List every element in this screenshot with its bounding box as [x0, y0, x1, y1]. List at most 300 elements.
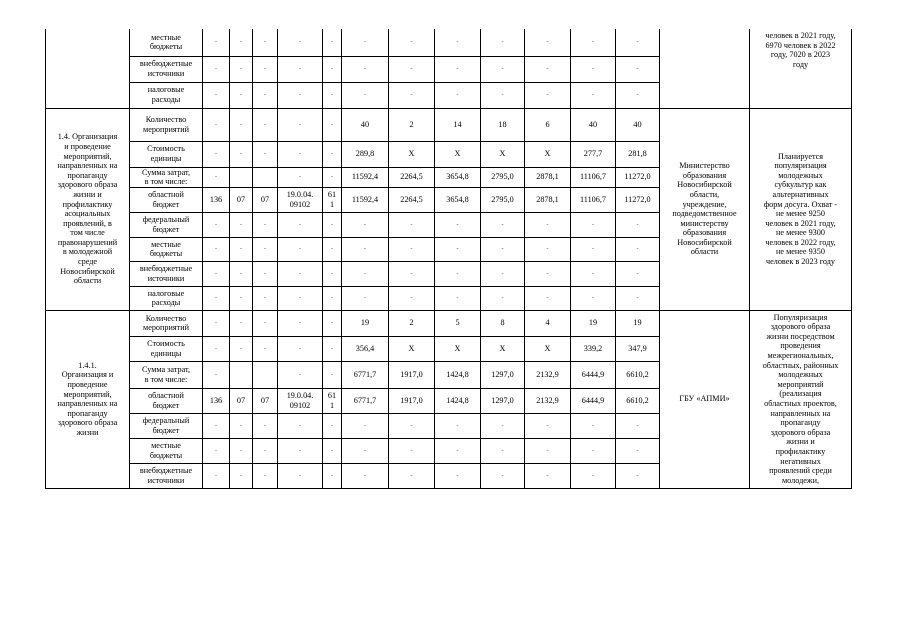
value-cell-y2019-text: -: [410, 66, 413, 73]
value-cell-rz: [253, 29, 278, 56]
value-cell-rz: [253, 310, 278, 336]
value-cell-y2023-text: 339,2: [583, 343, 603, 353]
value-cell-csr-text: -: [299, 270, 301, 277]
value-cell-pr: [230, 82, 253, 108]
value-cell-y2020: [435, 286, 481, 310]
value-cell-y2024: [616, 310, 660, 336]
value-cell-total: [342, 286, 389, 310]
value-cell-rz: [253, 261, 278, 286]
value-cell-y2020-text: -: [456, 270, 459, 277]
value-cell-rz-text: 07: [260, 395, 270, 405]
value-cell-total: [342, 56, 389, 82]
indicator-label-text: внебюджетные источники: [139, 59, 193, 78]
value-cell-y2021-text: -: [501, 422, 504, 429]
value-cell-y2024-text: 6610,2: [626, 369, 649, 379]
value-cell-total-text: 11592,4: [351, 172, 379, 182]
value-cell-y2023-text: -: [592, 39, 594, 46]
value-cell-pr: [230, 336, 253, 361]
value-cell-gz-text: -: [215, 472, 217, 479]
indicator-label-text: местные бюджеты: [149, 32, 183, 52]
value-cell-y2019: [389, 413, 435, 438]
value-cell-gz-text: -: [215, 371, 217, 378]
value-cell-y2023-text: 11106,7: [579, 172, 606, 182]
indicator-label-text: федеральный бюджет: [142, 416, 190, 435]
value-cell-rz-text: -: [264, 447, 266, 454]
value-cell-y2021-text: 8: [500, 318, 505, 328]
value-cell-y2023: [571, 56, 616, 82]
value-cell-gz: [203, 261, 230, 286]
value-cell-y2021-text: Х: [499, 343, 506, 353]
value-cell-rz: [253, 141, 278, 167]
value-cell-gz-text: -: [215, 320, 217, 327]
value-cell-vr: [323, 361, 342, 388]
value-cell-csr-text: -: [299, 422, 301, 429]
value-cell-total: [342, 82, 389, 108]
value-cell-y2023-text: -: [592, 221, 594, 228]
value-cell-total: [342, 310, 389, 336]
value-cell-y2023-text: -: [592, 447, 594, 454]
value-cell-csr: [278, 167, 323, 187]
value-cell-pr-text: -: [240, 151, 242, 158]
value-cell-y2023-text: -: [592, 66, 594, 73]
value-cell-y2020: [435, 187, 481, 212]
value-cell-pr: [230, 108, 253, 141]
value-cell-y2022-text: -: [546, 472, 549, 479]
indicator-label: [130, 141, 203, 167]
value-cell-y2022: [525, 237, 571, 261]
value-cell-y2024-text: -: [636, 39, 639, 46]
value-cell-y2020-text: -: [456, 92, 459, 99]
value-cell-y2021-text: -: [501, 39, 504, 46]
value-cell-y2020: [435, 388, 481, 413]
value-cell-y2021-text: -: [501, 92, 504, 99]
value-cell-pr: [230, 413, 253, 438]
indicator-label: [130, 187, 203, 212]
value-cell-y2024-text: -: [636, 221, 639, 228]
value-cell-pr-text: -: [240, 270, 242, 277]
value-cell-y2023-text: 277,7: [583, 149, 603, 159]
value-cell-y2021: [481, 141, 525, 167]
value-cell-pr-text: 07: [236, 395, 246, 405]
value-cell-y2019-text: 2264,5: [400, 194, 423, 204]
value-cell-vr: [323, 388, 342, 413]
value-cell-csr: [278, 237, 323, 261]
value-cell-y2021-text: 2795,0: [491, 172, 514, 182]
value-cell-pr: [230, 237, 253, 261]
value-cell-total-text: 40: [360, 119, 370, 129]
value-cell-y2023-text: -: [592, 472, 594, 479]
value-cell-y2023-text: 19: [588, 318, 598, 328]
value-cell-y2021-text: -: [501, 472, 504, 479]
value-cell-y2024-text: 11272,0: [624, 172, 651, 182]
value-cell-rz-text: -: [264, 345, 266, 352]
value-cell-y2020: [435, 310, 481, 336]
value-cell-y2020: [435, 56, 481, 82]
value-cell-total: [342, 336, 389, 361]
value-cell-y2023: [571, 261, 616, 286]
value-cell-y2024: [616, 82, 660, 108]
value-cell-y2019-text: -: [410, 472, 413, 479]
value-cell-y2022: [525, 108, 571, 141]
value-cell-y2020-text: -: [456, 422, 459, 429]
indicator-label-text: местные бюджеты: [149, 441, 183, 460]
value-cell-y2022-text: -: [546, 422, 549, 429]
expected-result-cell-text: человек в 2021 году, 6970 человек в 2022 году, 7020 в 2023 году: [765, 31, 836, 69]
value-cell-gz: [203, 388, 230, 413]
value-cell-y2022-text: 2878,1: [536, 194, 559, 204]
value-cell-rz-text: -: [264, 270, 266, 277]
value-cell-y2020-text: 5: [455, 318, 460, 328]
value-cell-y2024: [616, 56, 660, 82]
value-cell-y2021: [481, 187, 525, 212]
value-cell-csr-text: -: [299, 447, 301, 454]
value-cell-gz: [203, 286, 230, 310]
value-cell-total-text: -: [364, 270, 366, 277]
value-cell-vr: [323, 336, 342, 361]
value-cell-y2021: [481, 463, 525, 488]
value-cell-y2024: [616, 141, 660, 167]
value-cell-gz-text: 136: [209, 395, 223, 405]
value-cell-rz-text: -: [264, 121, 266, 128]
value-cell-vr-text: -: [331, 39, 333, 46]
value-cell-y2024: [616, 438, 660, 463]
value-cell-y2020-text: 1424,8: [446, 369, 469, 379]
value-cell-gz: [203, 29, 230, 56]
value-cell-y2020: [435, 108, 481, 141]
value-cell-y2022: [525, 187, 571, 212]
value-cell-total-text: 6771,7: [353, 395, 377, 405]
value-cell-y2019: [389, 167, 435, 187]
value-cell-rz: [253, 56, 278, 82]
value-cell-y2023: [571, 438, 616, 463]
value-cell-y2022-text: Х: [544, 343, 551, 353]
value-cell-y2022: [525, 413, 571, 438]
value-cell-rz: [253, 212, 278, 237]
value-cell-y2019-text: 1917,0: [400, 369, 423, 379]
indicator-label: [130, 388, 203, 413]
value-cell-y2020-text: -: [456, 472, 459, 479]
indicator-label: [130, 438, 203, 463]
value-cell-gz-text: -: [215, 66, 217, 73]
value-cell-gz-text: -: [215, 270, 217, 277]
value-cell-y2023: [571, 108, 616, 141]
indicator-label: [130, 108, 203, 141]
indicator-label: [130, 310, 203, 336]
value-cell-pr-text: -: [240, 345, 242, 352]
value-cell-gz: [203, 361, 230, 388]
value-cell-y2021: [481, 413, 525, 438]
indicator-label: [130, 82, 203, 108]
value-cell-vr: [323, 187, 342, 212]
value-cell-y2023: [571, 187, 616, 212]
value-cell-rz: [253, 187, 278, 212]
value-cell-y2022: [525, 361, 571, 388]
indicator-label: [130, 286, 203, 310]
value-cell-vr-text: 61 1: [327, 391, 337, 410]
value-cell-y2020: [435, 361, 481, 388]
value-cell-csr: [278, 29, 323, 56]
value-cell-csr: [278, 388, 323, 413]
value-cell-vr: [323, 167, 342, 187]
value-cell-csr: [278, 261, 323, 286]
value-cell-y2020: [435, 167, 481, 187]
value-cell-y2020-text: -: [456, 221, 459, 228]
value-cell-csr: [278, 286, 323, 310]
value-cell-y2019-text: 1917,0: [400, 395, 423, 405]
value-cell-total: [342, 212, 389, 237]
value-cell-y2022: [525, 388, 571, 413]
value-cell-csr-text: -: [299, 39, 301, 46]
value-cell-vr: [323, 56, 342, 82]
value-cell-y2019-text: Х: [408, 149, 415, 159]
value-cell-y2023-text: 6444,9: [581, 369, 605, 379]
value-cell-y2023: [571, 82, 616, 108]
value-cell-y2021: [481, 310, 525, 336]
value-cell-y2019-text: -: [410, 422, 413, 429]
value-cell-y2024-text: -: [636, 472, 639, 479]
indicator-label: [130, 212, 203, 237]
value-cell-y2022: [525, 261, 571, 286]
value-cell-y2019-text: -: [410, 221, 413, 228]
value-cell-y2022-text: 2132,9: [536, 369, 559, 379]
value-cell-gz: [203, 336, 230, 361]
value-cell-y2021-text: 1297,0: [491, 395, 514, 405]
value-cell-csr: [278, 141, 323, 167]
value-cell-total-text: -: [364, 66, 366, 73]
value-cell-y2021: [481, 108, 525, 141]
value-cell-y2024: [616, 29, 660, 56]
indicator-label-text: Количество мероприятий: [143, 313, 189, 333]
value-cell-y2021: [481, 336, 525, 361]
value-cell-y2023-text: 6444,9: [581, 395, 605, 405]
value-cell-y2019-text: -: [410, 270, 413, 277]
value-cell-y2022-text: -: [546, 447, 549, 454]
value-cell-total: [342, 237, 389, 261]
expected-result-cell: [750, 310, 852, 488]
value-cell-pr-text: -: [240, 66, 242, 73]
value-cell-gz-text: -: [215, 295, 217, 302]
value-cell-y2020: [435, 336, 481, 361]
value-cell-csr: [278, 463, 323, 488]
indicator-label-text: внебюджетные источники: [139, 264, 193, 283]
value-cell-y2019-text: 2264,5: [400, 172, 423, 182]
value-cell-y2022-text: 4: [545, 318, 550, 328]
activity-title-cell: [46, 29, 130, 108]
value-cell-y2022: [525, 212, 571, 237]
value-cell-y2019-text: -: [410, 246, 413, 253]
value-cell-y2021-text: 2795,0: [491, 194, 514, 204]
executor-cell: [660, 29, 750, 108]
value-cell-y2020: [435, 438, 481, 463]
value-cell-pr-text: -: [240, 221, 242, 228]
value-cell-gz-text: -: [215, 447, 217, 454]
indicator-label: [130, 261, 203, 286]
value-cell-csr: [278, 56, 323, 82]
value-cell-csr: [278, 413, 323, 438]
value-cell-rz-text: -: [264, 320, 266, 327]
value-cell-gz: [203, 212, 230, 237]
value-cell-y2020: [435, 212, 481, 237]
value-cell-y2020: [435, 29, 481, 56]
value-cell-y2022-text: Х: [544, 149, 551, 159]
value-cell-csr-text: -: [299, 371, 301, 378]
value-cell-y2021-text: Х: [499, 149, 506, 159]
value-cell-csr: [278, 108, 323, 141]
value-cell-gz-text: -: [215, 221, 217, 228]
value-cell-pr-text: -: [240, 472, 242, 479]
value-cell-y2023: [571, 361, 616, 388]
value-cell-pr-text: -: [240, 320, 242, 327]
value-cell-y2021: [481, 56, 525, 82]
indicator-label-text: налоговые расходы: [147, 85, 185, 104]
value-cell-pr: [230, 29, 253, 56]
value-cell-y2019: [389, 388, 435, 413]
executor-cell-text: Министерство образования Новосибирской области, учреждение, подведомственное министерству образования Новосибирской области: [672, 161, 737, 257]
value-cell-y2023-text: 40: [588, 119, 598, 129]
value-cell-y2022: [525, 82, 571, 108]
value-cell-csr-text: -: [299, 174, 301, 181]
value-cell-csr-text: 19.0.04. 09102: [286, 190, 314, 209]
value-cell-y2021-text: 18: [498, 119, 507, 129]
value-cell-vr: [323, 212, 342, 237]
value-cell-y2022: [525, 286, 571, 310]
value-cell-y2023: [571, 388, 616, 413]
value-cell-rz: [253, 361, 278, 388]
value-cell-vr-text: -: [331, 371, 333, 378]
value-cell-y2024: [616, 187, 660, 212]
value-cell-y2022-text: 6: [545, 119, 550, 129]
value-cell-total: [342, 108, 389, 141]
value-cell-y2024-text: 40: [633, 119, 642, 129]
value-cell-gz: [203, 310, 230, 336]
value-cell-y2024: [616, 286, 660, 310]
value-cell-y2020-text: 14: [453, 119, 462, 129]
value-cell-csr: [278, 361, 323, 388]
value-cell-y2024-text: 19: [633, 318, 642, 328]
value-cell-total-text: 11592,4: [351, 194, 379, 204]
value-cell-csr: [278, 212, 323, 237]
value-cell-y2024: [616, 361, 660, 388]
value-cell-rz-text: -: [264, 151, 266, 158]
value-cell-y2019-text: 2: [409, 119, 414, 129]
value-cell-y2019-text: Х: [408, 343, 415, 353]
value-cell-y2020: [435, 413, 481, 438]
value-cell-total-text: -: [364, 39, 366, 46]
value-cell-y2023: [571, 167, 616, 187]
indicator-label-text: областной бюджет: [148, 391, 184, 410]
value-cell-y2024-text: 11272,0: [624, 194, 651, 204]
activity-title-cell: [46, 310, 130, 488]
value-cell-y2023: [571, 463, 616, 488]
value-cell-vr: [323, 310, 342, 336]
value-cell-y2022-text: -: [546, 39, 549, 46]
value-cell-vr: [323, 108, 342, 141]
value-cell-y2019: [389, 237, 435, 261]
value-cell-y2019: [389, 310, 435, 336]
value-cell-rz-text: -: [264, 39, 266, 46]
indicator-label: [130, 29, 203, 56]
value-cell-y2019: [389, 286, 435, 310]
value-cell-total: [342, 29, 389, 56]
value-cell-gz-text: -: [215, 151, 217, 158]
value-cell-y2019: [389, 361, 435, 388]
value-cell-vr-text: -: [331, 121, 333, 128]
value-cell-y2023-text: 11106,7: [579, 194, 606, 204]
value-cell-csr-text: -: [299, 295, 301, 302]
value-cell-pr: [230, 388, 253, 413]
value-cell-y2023: [571, 286, 616, 310]
value-cell-csr-text: -: [299, 151, 301, 158]
value-cell-pr: [230, 310, 253, 336]
value-cell-y2021-text: -: [501, 447, 504, 454]
value-cell-y2019: [389, 463, 435, 488]
value-cell-pr: [230, 261, 253, 286]
value-cell-y2019-text: -: [410, 92, 413, 99]
value-cell-y2022: [525, 141, 571, 167]
value-cell-y2024-text: -: [636, 66, 639, 73]
value-cell-y2024: [616, 336, 660, 361]
value-cell-csr-text: -: [299, 92, 301, 99]
value-cell-csr-text: -: [299, 345, 301, 352]
value-cell-vr: [323, 261, 342, 286]
value-cell-y2024: [616, 463, 660, 488]
executor-cell: [660, 108, 750, 310]
value-cell-y2023: [571, 413, 616, 438]
value-cell-pr: [230, 463, 253, 488]
value-cell-rz-text: -: [264, 221, 266, 228]
value-cell-y2020-text: -: [456, 246, 459, 253]
value-cell-pr-text: -: [240, 422, 242, 429]
value-cell-vr-text: -: [331, 151, 333, 158]
value-cell-vr-text: -: [331, 270, 333, 277]
value-cell-y2024: [616, 237, 660, 261]
value-cell-y2020-text: Х: [454, 343, 461, 353]
value-cell-gz-text: -: [215, 121, 217, 128]
indicator-label-text: Сумма затрат, в том числе:: [141, 365, 191, 384]
indicator-label-text: внебюджетные источники: [139, 466, 193, 485]
value-cell-y2019: [389, 108, 435, 141]
value-cell-y2021-text: -: [501, 295, 504, 302]
value-cell-y2024-text: 6610,2: [626, 395, 649, 405]
indicator-label: [130, 237, 203, 261]
value-cell-y2019: [389, 336, 435, 361]
value-cell-total: [342, 141, 389, 167]
value-cell-total: [342, 361, 389, 388]
value-cell-csr-text: -: [299, 472, 301, 479]
value-cell-y2020-text: -: [456, 295, 459, 302]
value-cell-vr-text: -: [331, 422, 333, 429]
value-cell-y2020-text: -: [456, 66, 459, 73]
value-cell-total-text: 289,8: [355, 149, 375, 159]
value-cell-gz-text: -: [215, 345, 217, 352]
value-cell-vr: [323, 29, 342, 56]
value-cell-y2021-text: -: [501, 246, 504, 253]
value-cell-y2019-text: 2: [409, 318, 414, 328]
value-cell-y2020-text: 3654,8: [446, 194, 469, 204]
value-cell-vr-text: -: [331, 246, 333, 253]
value-cell-y2019: [389, 261, 435, 286]
value-cell-gz: [203, 56, 230, 82]
value-cell-csr: [278, 438, 323, 463]
value-cell-gz-text: -: [215, 39, 217, 46]
indicator-label: [130, 336, 203, 361]
value-cell-total-text: -: [364, 472, 366, 479]
value-cell-total-text: -: [364, 92, 366, 99]
value-cell-pr-text: -: [240, 121, 242, 128]
expected-result-cell: [750, 29, 852, 108]
value-cell-rz: [253, 237, 278, 261]
value-cell-total-text: 19: [360, 318, 370, 328]
